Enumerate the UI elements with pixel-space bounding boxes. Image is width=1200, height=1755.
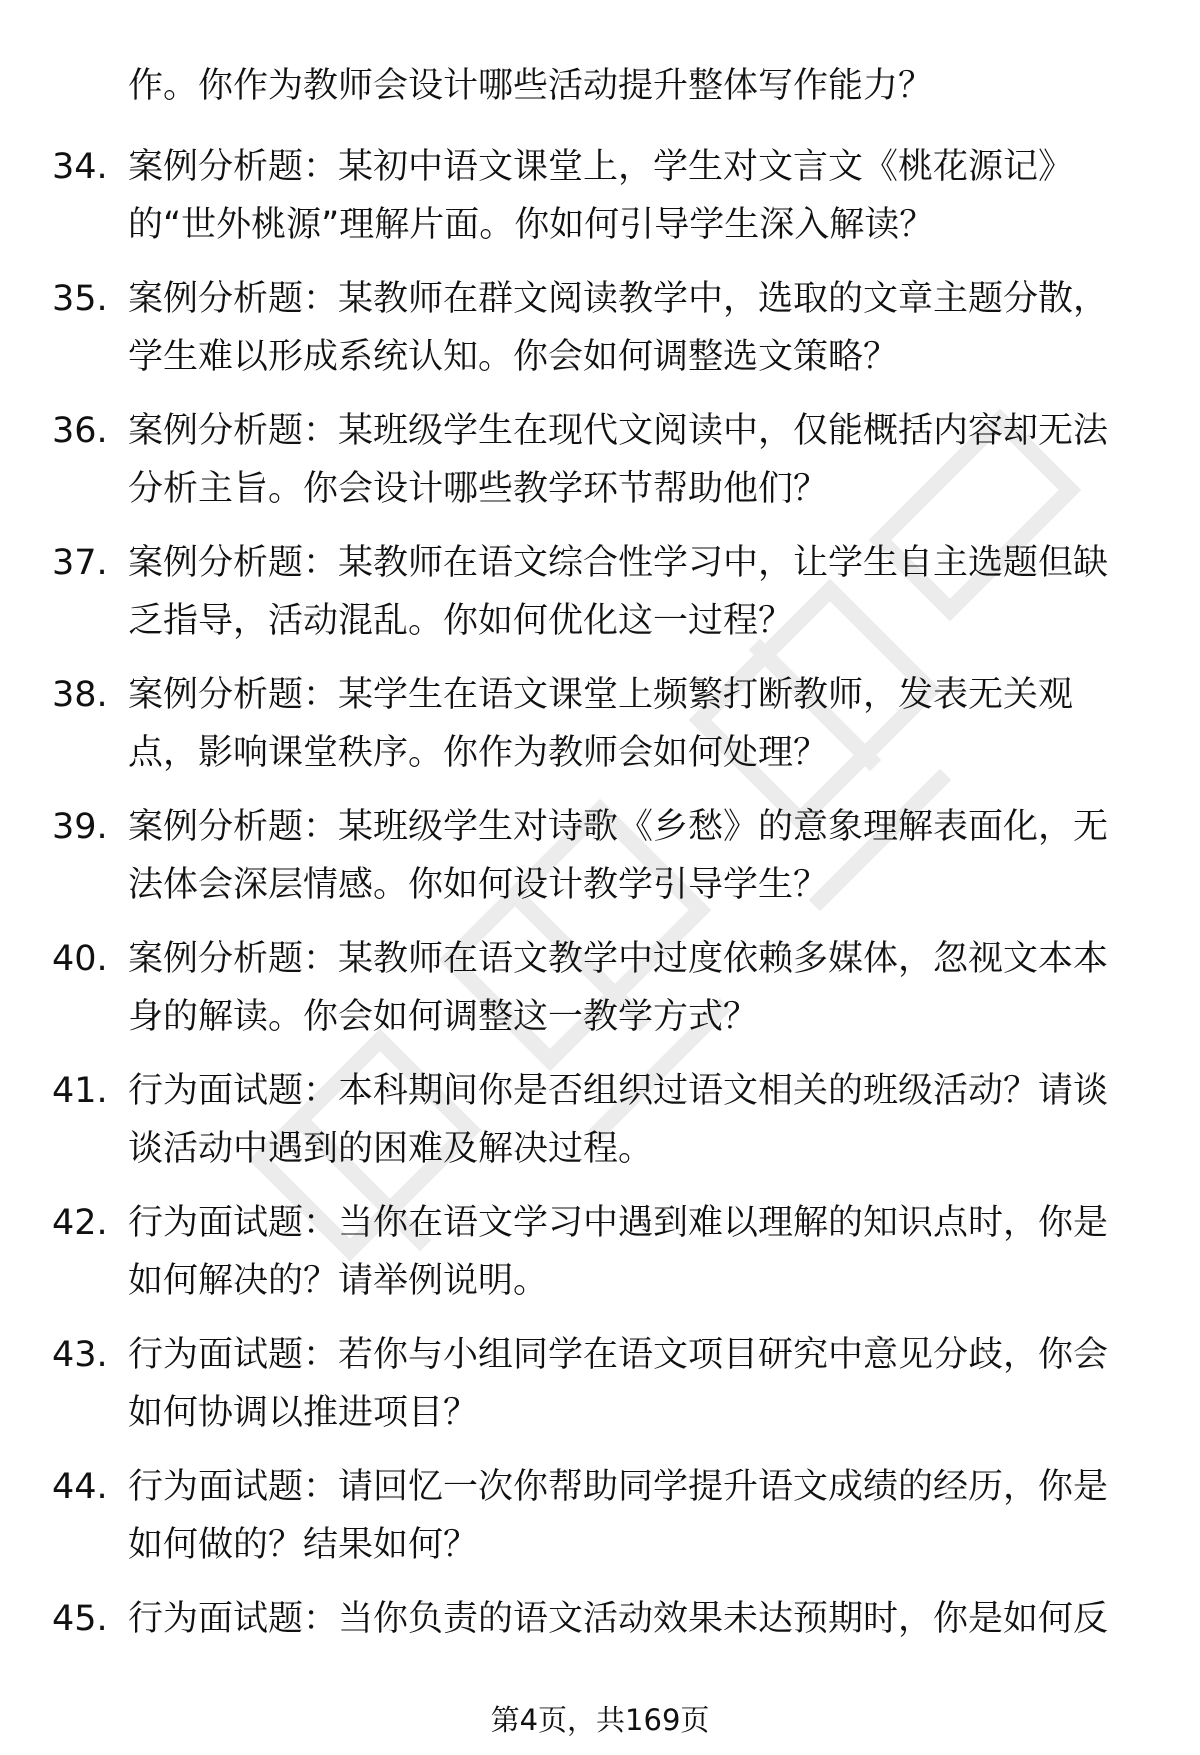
question-text-line-1: 行为面试题：本科期间你是否组织过语文相关的班级活动？请谈 [128,1071,1109,1111]
question-item [0,1194,1200,1312]
question-text-line-2: 的“世外桃源”理解片面。你如何引导学生深入解读？ [128,205,935,245]
question-item [0,402,1200,520]
question-number: 36. [52,411,108,451]
question-item [0,1458,1200,1576]
question-text-line-1: 案例分析题：某初中语文课堂上，学生对文言文《桃花源记》 [128,147,1074,187]
question-text-line-2: 乏指导，活动混乱。你如何优化这一过程？ [128,601,794,641]
question-number: 34. [52,147,108,187]
question-number: 45. [52,1599,108,1639]
question-text-line-2: 如何解决的？请举例说明。 [128,1261,549,1301]
question-text-line-1: 案例分析题：某教师在语文教学中过度依赖多媒体，忽视文本本 [128,939,1109,979]
page-footer: 第4页，共169页 [490,1703,710,1737]
question-item [0,270,1200,388]
question-text-line-1: 案例分析题：某教师在群文阅读教学中，选取的文章主题分散， [128,279,1109,319]
question-text-line-1: 案例分析题：某班级学生在现代文阅读中，仅能概括内容却无法 [128,411,1109,451]
question-item [0,1590,1200,1708]
question-text-line-2: 法体会深层情感。你如何设计教学引导学生？ [128,865,829,905]
question-text-line-1: 案例分析题：某教师在语文综合性学习中，让学生自主选题但缺 [128,543,1109,583]
question-text-line-1: 案例分析题：某学生在语文课堂上频繁打断教师，发表无关观 [128,675,1074,715]
question-number: 42. [52,1203,108,1243]
question-text-line-2: 学生难以形成系统认知。你会如何调整选文策略？ [128,337,899,377]
question-item [0,1326,1200,1444]
question-text-line-2: 点，影响课堂秩序。你作为教师会如何处理？ [128,733,829,773]
question-text-line-1: 行为面试题：若你与小组同学在语文项目研究中意见分歧，你会 [128,1335,1109,1375]
question-number: 37. [52,543,108,583]
question-item [0,534,1200,652]
question-text-line-2: 如何做的？结果如何？ [128,1525,479,1565]
question-text-line-2: 如何协调以推进项目？ [128,1393,479,1433]
question-item [0,1062,1200,1180]
question-text-line-2: 分析主旨。你会设计哪些教学环节帮助他们？ [128,469,829,509]
question-number: 40. [52,939,108,979]
question-text-line-2: 身的解读。你会如何调整这一教学方式？ [128,997,759,1037]
question-number: 38. [52,675,108,715]
question-text-line-1: 行为面试题：请回忆一次你帮助同学提升语文成绩的经历，你是 [128,1467,1109,1507]
question-number: 44. [52,1467,108,1507]
question-item [0,138,1200,256]
question-item [0,798,1200,916]
question-text-line-2: 谈活动中遇到的困难及解决过程。 [128,1129,654,1169]
question-list [0,138,1200,1722]
question-number: 43. [52,1335,108,1375]
question-number: 39. [52,807,108,847]
question-item [0,666,1200,784]
continuation-text: 作。你作为教师会设计哪些活动提升整体写作能力？ [128,66,934,106]
question-text-line-1: 行为面试题：当你负责的语文活动效果未达预期时，你是如何反 [128,1599,1109,1639]
question-text-line-1: 案例分析题：某班级学生对诗歌《乡愁》的意象理解表面化，无 [128,807,1109,847]
question-number: 35. [52,279,108,319]
question-item [0,930,1200,1048]
question-number: 41. [52,1071,108,1111]
question-text-line-1: 行为面试题：当你在语文学习中遇到难以理解的知识点时，你是 [128,1203,1109,1243]
